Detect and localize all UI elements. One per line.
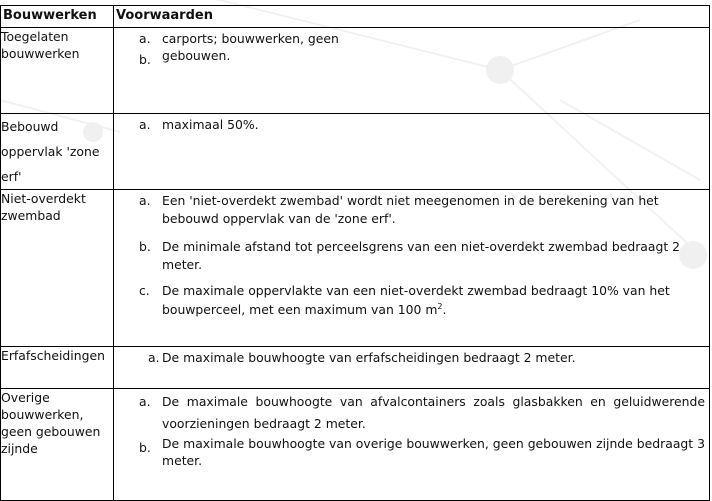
row-conditions — [114, 28, 710, 114]
list-item — [114, 238, 709, 274]
list-item — [114, 435, 709, 469]
list-item — [114, 47, 709, 67]
header-bouwwerken: Bouwwerken — [1, 6, 114, 28]
item-marker: a. — [139, 31, 151, 46]
list-item — [114, 116, 709, 133]
header-voorwaarden: Voorwaarden — [114, 6, 710, 28]
table-row — [1, 190, 710, 347]
item-marker: b. — [139, 52, 151, 67]
item-text: De maximale oppervlakte van een niet-overdekt zwembad bedraagt 10% van het bouwperceel, met een maximum van 100 m — [162, 283, 670, 317]
item-marker: c. — [139, 283, 150, 298]
list-item — [114, 349, 709, 366]
item-text: De maximale bouwhoogte van erfafscheidingen bedraagt 2 meter. — [162, 350, 576, 365]
item-marker: b. — [139, 440, 151, 455]
item-text: De maximale bouwhoogte van overige bouwwerken, geen gebouwen zijnde bedraagt 3 meter. — [162, 436, 705, 468]
table-row — [1, 28, 710, 114]
list-item — [114, 192, 709, 228]
row-label: Erfafscheidingen — [1, 347, 114, 389]
item-marker: a. — [139, 394, 151, 409]
item-text: De minimale afstand tot perceelsgrens van een niet-overdekt zwembad bedraagt 2 meter. — [162, 239, 681, 272]
row-conditions — [114, 114, 710, 190]
table-row — [1, 389, 710, 501]
item-text: De maximale bouwhoogte van afvalcontainers zoals glasbakken en geluidwerende voorzieningen bedraagt 2 meter. — [162, 394, 705, 431]
table-header-row — [1, 6, 710, 28]
item-text: Een 'niet-overdekt zwembad' wordt niet meegenomen in de berekening van het bebouwd oppervlak van de 'zone erf'. — [162, 193, 659, 226]
table-row — [1, 347, 710, 389]
item-marker: b. — [139, 239, 151, 254]
row-label: Niet-overdekt zwembad — [1, 190, 114, 347]
item-text: carports; bouwwerken, geen — [162, 31, 339, 46]
conditions-table — [0, 5, 710, 501]
list-item — [114, 391, 709, 435]
item-marker: a. — [139, 117, 151, 132]
table-row — [1, 114, 710, 190]
row-label: Overige bouwwerken, geen gebouwen zijnde — [1, 389, 114, 501]
list-item — [114, 30, 709, 47]
row-label: Bebouwd oppervlak 'zone erf' — [1, 114, 114, 190]
row-conditions — [114, 347, 710, 389]
item-text: maximaal 50%. — [162, 117, 259, 132]
item-marker: a. — [148, 350, 160, 365]
row-conditions — [114, 190, 710, 347]
item-text: gebouwen. — [162, 48, 231, 63]
row-label: Toegelaten bouwwerken — [1, 28, 114, 114]
superscript: 2 — [437, 302, 443, 311]
row-conditions — [114, 389, 710, 501]
list-item — [114, 281, 709, 319]
item-text-tail: . — [442, 302, 447, 317]
item-marker: a. — [139, 193, 151, 208]
